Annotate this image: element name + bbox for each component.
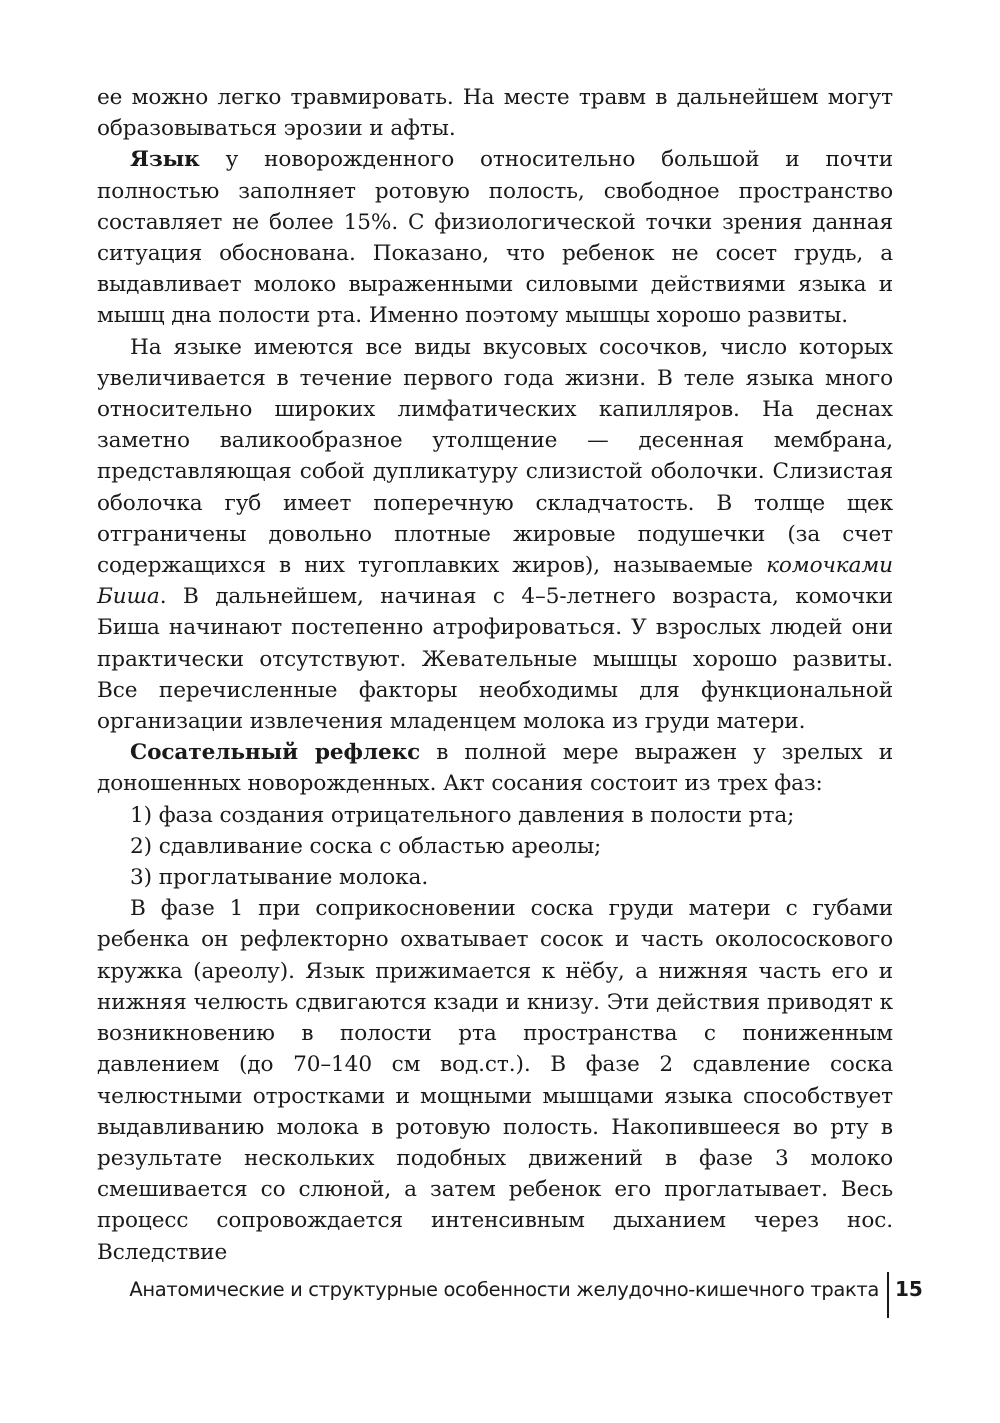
footer-divider — [887, 1272, 889, 1318]
footer-chapter-title: Анатомические и структурные особенности желудочно-кишечного тракта — [129, 1278, 879, 1301]
paragraph-1: ее можно легко травмировать. На месте травм в дальнейшем могут образовываться эрозии и афты. — [97, 85, 893, 142]
paragraph-tongue-text: у новорожденного относительно большой и почти полностью заполняет ротовую полость, свободное пространство составляет не более 15%. С физиологической точки зрения данная ситуация обоснована. Показано, что ребенок не сосет грудь, а выдавливает молоко выраженными силовыми действиями языка и мышц дна полости рта. Именно поэтому мышцы хорошо развиты. — [97, 147, 893, 329]
paragraph-phases: В фазе 1 при соприкосновении соска груди матери с губами ребенка он рефлекторно охватывает сосок и часть околососкового кружка (ареолу). Язык прижимается к нёбу, а нижняя часть его и нижняя челюсть сдвигаются кзади и книзу. Эти действия приводят к возникновению в полости рта пространства с пониженным давлением (до 70–140 см вод.ст.). В фазе 2 сдавление соска челюстными отростками и мощными мышцами языка способствует выдавливанию молока в ротовую полость. Накопившееся во рту в результате нескольких подобных движений в фазе 3 молоко смешивается со слюной, а затем ребенок его проглатывает. Весь процесс сопровождается интенсивным дыханием через нос. Вследствие — [97, 896, 893, 1265]
running-footer — [97, 1272, 927, 1316]
term-tongue: Язык — [130, 147, 200, 173]
paragraph-sucking-reflex — [97, 737, 893, 799]
paragraph-tongue — [97, 144, 893, 331]
paragraph-papillae — [97, 332, 893, 738]
page-number: 15 — [895, 1277, 923, 1301]
paragraph-papillae-text-b: . В дальнейшем, начиная с 4–5-летнего возраста, комочки Биша начинают постепенно атрофироваться. У взрослых людей они практически отсутствуют. Жевательные мышцы хорошо развиты. Все перечисленные факторы необходимы для функциональной организации извлечения младенцем молока из груди матери. — [97, 584, 893, 735]
list-item-phase-3: 3) проглатывание молока. — [130, 865, 429, 891]
paragraph-papillae-text-a: На языке имеются все виды вкусовых сосочков, число которых увеличивается в течение первого года жизни. В теле языка много относительно широких лимфатических капилляров. На деснах заметно валикообразное утолщение — десенная мембрана, представляющая собой дупликатуру слизистой оболочки. Слизистая оболочка губ имеет поперечную складчатость. В толще щек отграничены довольно плотные жировые подушечки (за счет содержащихся в них тугоплавких жиров), называемые — [97, 334, 893, 579]
term-bichat-fat-pads: комочками Биша — [97, 553, 893, 610]
term-sucking-reflex: Сосательный рефлекс — [130, 740, 421, 766]
page-body — [97, 82, 893, 1268]
list-item-phase-1: 1) фаза создания отрицательного давления в полости рта; — [130, 802, 795, 828]
paragraph-sucking-reflex-text: в полной мере выражен у зрелых и доношенных новорожденных. Акт сосания состоит из трех фаз: — [97, 740, 893, 797]
list-item-phase-2: 2) сдавливание соска с областью ареолы; — [130, 833, 602, 859]
